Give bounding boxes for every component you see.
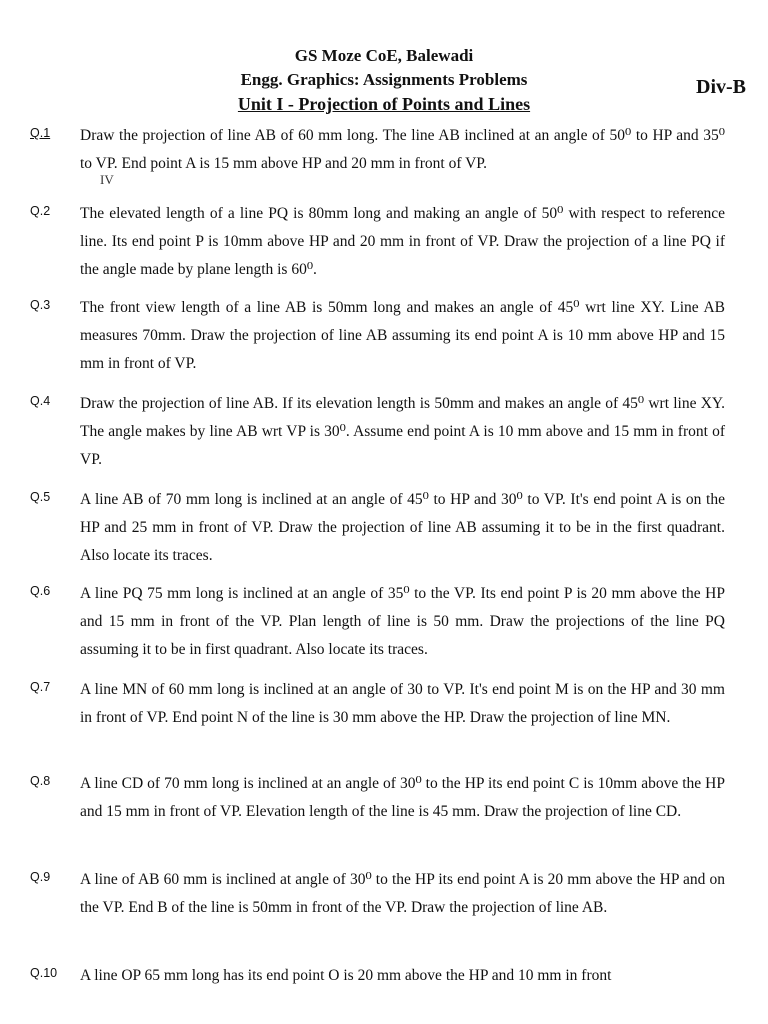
question-text: The elevated length of a line PQ is 80mm long and making an angle of 50⁰ with respect to reference line. Its end point P is 10mm above HP and 20 mm in front of VP. Draw the projection of a line PQ if the angle made by plane length is 60⁰. (80, 205, 725, 278)
question-number: Q.1 (30, 126, 51, 140)
question-number: Q.3 (30, 298, 51, 312)
question-number: Q.2 (30, 204, 51, 218)
question-text: Draw the projection of line AB. If its elevation length is 50mm and makes an angle of 45⁰ wrt line XY. The angle makes by line AB wrt VP is 30⁰. Assume end point A is 10 mm above and 15 mm in front of VP. (80, 395, 725, 468)
margin-note: IV (100, 172, 114, 187)
question-text: A line of AB 60 mm is inclined at angle of 30⁰ to the HP its end point A is 20 mm above the HP and on the VP. End B of the line is 50mm in front of the VP. Draw the projection of line AB. (80, 871, 725, 916)
question-number: Q.8 (30, 774, 51, 788)
question-text: A line MN of 60 mm long is inclined at an angle of 30 to VP. It's end point M is on the HP and 30 mm in front of VP. End point N of the line is 30 mm above the HP. Draw the projection of line MN. (80, 681, 725, 726)
question-number: Q.7 (30, 680, 51, 694)
question-number: Q.6 (30, 584, 51, 598)
question-text: A line CD of 70 mm long is inclined at an angle of 30⁰ to the HP its end point C is 10mm above the HP and 15 mm in front of VP. Elevation length of the line is 45 mm. Draw the projection of line CD. (80, 775, 725, 820)
question-number: Q.9 (30, 870, 51, 884)
question-number: Q.5 (30, 490, 51, 504)
question-text: The front view length of a line AB is 50mm long and makes an angle of 45⁰ wrt line XY. Line AB measures 70mm. Draw the projection of line AB assuming its end point A is 10 mm above HP and 15 mm in front of VP. (80, 299, 725, 372)
division-label: Div-B (696, 76, 746, 98)
question-text: A line OP 65 mm long has its end point O is 20 mm above the HP and 10 mm in front (80, 967, 612, 984)
page-header (0, 44, 768, 116)
unit-title: Unit I - Projection of Points and Lines (237, 94, 531, 114)
question-number: Q.10 (30, 966, 58, 980)
college-name: GS Moze CoE, Balewadi (294, 46, 474, 65)
subject-title: Engg. Graphics: Assignments Problems (240, 70, 528, 89)
question-text: Draw the projection of line AB of 60 mm long. The line AB inclined at an angle of 50⁰ to HP and 35⁰ to VP. End point A is 15 mm above HP and 20 mm in front of VP. (80, 127, 725, 172)
question-text: A line AB of 70 mm long is inclined at an angle of 45⁰ to HP and 30⁰ to VP. It's end point A is on the HP and 25 mm in front of VP. Draw the projection of line AB assuming it to be in the first quadrant. Also locate its traces. (80, 491, 725, 564)
question-text: A line PQ 75 mm long is inclined at an angle of 35⁰ to the VP. Its end point P is 20 mm above the HP and 15 mm in front of the VP. Plan length of line is 50 mm. Draw the projections of the line PQ assuming it to be in first quadrant. Also locate its traces. (80, 585, 725, 658)
question-number: Q.4 (30, 394, 51, 408)
